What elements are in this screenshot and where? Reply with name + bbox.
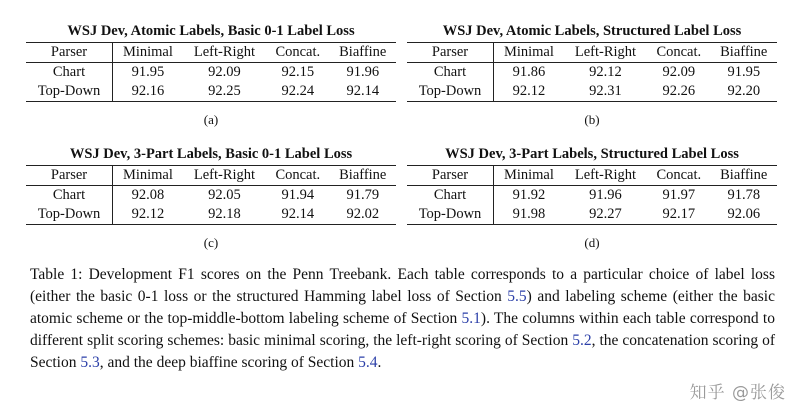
header-biaffine: Biaffine: [339, 44, 387, 60]
header-biaffine: Biaffine: [720, 44, 768, 60]
header-row: [407, 43, 777, 63]
table-a: [26, 22, 396, 128]
caption-text: ). The columns within each table correspond to different split scoring schemes: basic minimal scoring, the left-right scoring of Section: [30, 310, 775, 349]
row-parser: Chart: [26, 186, 113, 206]
table-row: [26, 63, 396, 83]
cell: 92.02: [346, 206, 380, 222]
cell: 92.05: [208, 187, 241, 203]
table-row: [26, 186, 396, 206]
cell: 92.25: [208, 83, 241, 99]
cell: 92.24: [281, 83, 315, 99]
section-link[interactable]: 5.3: [80, 354, 100, 371]
caption-text: , and the deep biaffine scoring of Section: [99, 354, 359, 371]
data-table: [26, 165, 396, 225]
table-caption: [30, 264, 775, 374]
cell: 92.12: [589, 64, 622, 80]
data-table: [407, 42, 777, 102]
header-row: [26, 166, 396, 186]
table-title: WSJ Dev, 3-Part Labels, Structured Label Loss: [445, 146, 739, 162]
header-row: [26, 43, 396, 63]
section-link[interactable]: 5.4: [358, 354, 378, 371]
cell: 92.20: [727, 83, 761, 99]
cell: 92.12: [512, 83, 546, 99]
subtable-label: (c): [203, 235, 219, 250]
header-parser: Parser: [26, 166, 113, 186]
row-parser: Chart: [26, 63, 113, 83]
cell: 91.95: [131, 64, 165, 80]
cell: 91.97: [662, 187, 696, 203]
cell: 92.27: [589, 206, 622, 222]
header-minimal: Minimal: [503, 44, 554, 60]
header-row: [407, 166, 777, 186]
subtable-label: (a): [203, 112, 219, 127]
table-row: [407, 186, 777, 206]
header-concat: Concat.: [275, 167, 321, 183]
table-b: [407, 22, 777, 128]
header-left-right: Left-Right: [193, 44, 256, 60]
cell: 92.16: [131, 83, 165, 99]
caption-text: Table 1: Development F1 scores on the Penn Treebank. Each table corresponds to a particular choice of label loss (either the basic 0-1 loss or the structured Hamming label loss of Section: [30, 266, 775, 305]
header-concat: Concat.: [656, 167, 702, 183]
table-title: WSJ Dev, Atomic Labels, Structured Label Loss: [442, 23, 742, 39]
header-concat: Concat.: [275, 44, 321, 60]
header-parser: Parser: [407, 166, 494, 186]
header-minimal: Minimal: [503, 167, 554, 183]
cell: 91.95: [727, 64, 761, 80]
header-left-right: Left-Right: [193, 167, 256, 183]
table-d: [407, 145, 777, 251]
caption-text: .: [377, 354, 382, 371]
section-link[interactable]: 5.1: [461, 310, 481, 327]
header-biaffine: Biaffine: [720, 167, 768, 183]
header-parser: Parser: [26, 43, 113, 63]
table-row: [26, 82, 396, 102]
cell: 92.26: [662, 83, 696, 99]
cell: 92.09: [662, 64, 696, 80]
table-row: [407, 205, 777, 225]
cell: 91.94: [281, 187, 315, 203]
section-link[interactable]: 5.5: [507, 288, 527, 305]
header-left-right: Left-Right: [574, 167, 637, 183]
cell: 92.09: [208, 64, 241, 80]
table-c: [26, 145, 396, 251]
cell: 92.18: [208, 206, 241, 222]
subtable-label: (d): [584, 235, 600, 250]
table-title: WSJ Dev, Atomic Labels, Basic 0-1 Label Loss: [67, 23, 355, 39]
data-table: [26, 42, 396, 102]
cell: 91.96: [346, 64, 380, 80]
cell: 91.78: [727, 187, 761, 203]
cell: 92.08: [131, 187, 165, 203]
row-parser: Chart: [407, 63, 494, 83]
header-biaffine: Biaffine: [339, 167, 387, 183]
table-row: [26, 205, 396, 225]
table-title: WSJ Dev, 3-Part Labels, Basic 0-1 Label Loss: [69, 146, 353, 162]
subtable-label: (b): [584, 112, 600, 127]
data-table: [407, 165, 777, 225]
cell: 92.12: [131, 206, 165, 222]
row-parser: Top-Down: [407, 82, 494, 102]
cell: 91.98: [512, 206, 546, 222]
header-left-right: Left-Right: [574, 44, 637, 60]
header-minimal: Minimal: [122, 167, 173, 183]
header-parser: Parser: [407, 43, 494, 63]
watermark: 知乎 @张俊: [689, 383, 786, 403]
table-row: [407, 63, 777, 83]
caption-text: , the concatenation scoring of Section: [30, 332, 775, 371]
cell: 92.06: [727, 206, 761, 222]
cell: 92.17: [662, 206, 696, 222]
table-row: [407, 82, 777, 102]
caption-text: ) and labeling scheme (either the basic atomic scheme or the top-middle-bottom labeling scheme of Section: [30, 288, 775, 327]
row-parser: Chart: [407, 186, 494, 206]
row-parser: Top-Down: [26, 205, 113, 225]
cell: 92.14: [281, 206, 315, 222]
cell: 92.14: [346, 83, 380, 99]
cell: 91.86: [512, 64, 546, 80]
cell: 91.79: [346, 187, 380, 203]
cell: 92.31: [589, 83, 622, 99]
row-parser: Top-Down: [407, 205, 494, 225]
header-minimal: Minimal: [122, 44, 173, 60]
row-parser: Top-Down: [26, 82, 113, 102]
section-link[interactable]: 5.2: [572, 332, 592, 349]
cell: 92.15: [281, 64, 315, 80]
cell: 91.92: [512, 187, 546, 203]
cell: 91.96: [589, 187, 622, 203]
header-concat: Concat.: [656, 44, 702, 60]
